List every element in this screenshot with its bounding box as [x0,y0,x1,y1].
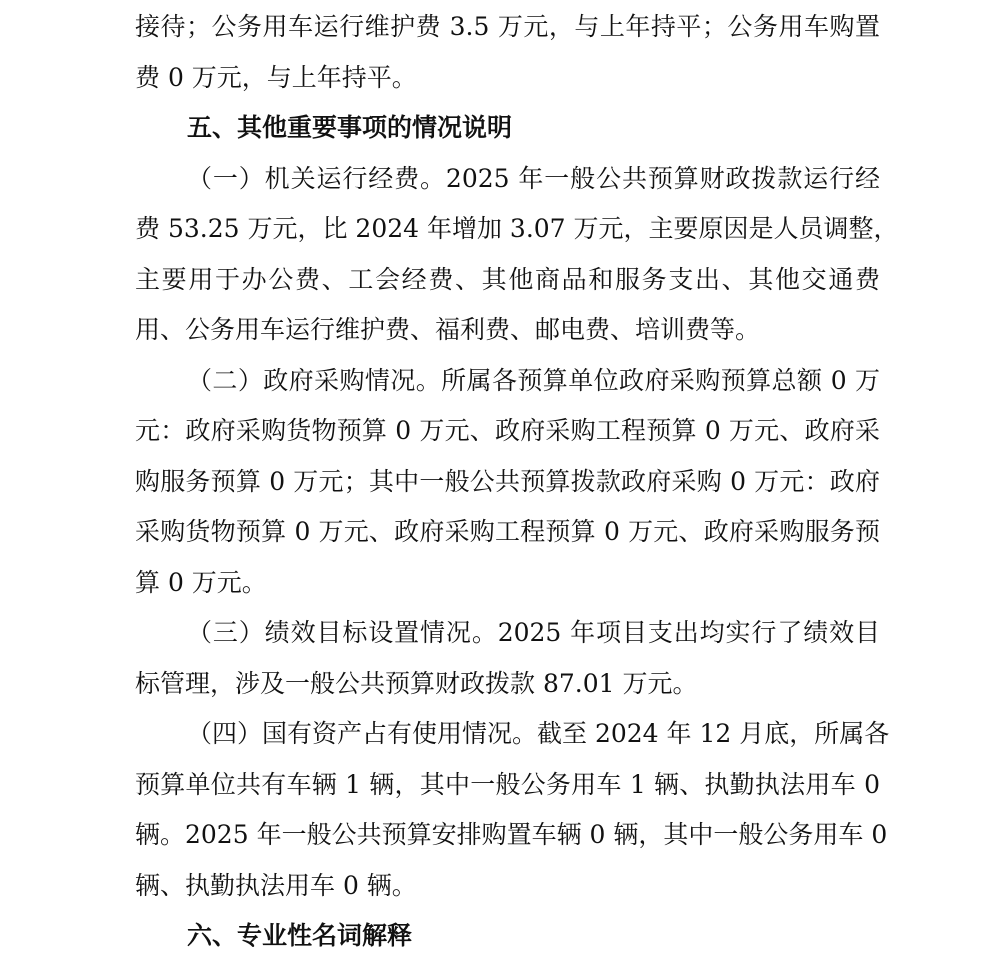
para-2-line-2: 元：政府采购货物预算 0 万元、政府采购工程预算 0 万元、政府采 [135,416,880,445]
para-1-line-1: （一）机关运行经费。2025 年一般公共预算财政拨款运行经 [187,163,880,193]
para-1-line-3: 主要用于办公费、工会经费、其他商品和服务支出、其他交通费 [135,264,880,294]
para-3-line-2: 标管理，涉及一般公共预算财政拨款 87.01 万元。 [135,668,698,698]
para-2-line-3: 购服务预算 0 万元；其中一般公共预算拨款政府采购 0 万元：政府 [135,466,880,496]
document-page [135,0,899,962]
para-4-line-2: 预算单位共有车辆 1 辆，其中一般公务用车 1 辆、执勤执法用车 0 [135,769,880,799]
para-4-line-3: 辆。2025 年一般公共预算安排购置车辆 0 辆，其中一般公务用车 0 [135,820,888,849]
para-4-line-1: （四）国有资产占有使用情况。截至 2024 年 12 月底，所属各 [187,719,890,748]
para-1-line-2: 费 53.25 万元，比 2024 年增加 3.07 万元，主要原因是人员调整， [135,214,899,243]
para-1-line-4: 用、公务用车运行维护费、福利费、邮电费、培训费等。 [135,315,761,344]
para-4-line-4: 辆、执勤执法用车 0 辆。 [135,870,417,900]
para-2-line-1: （二）政府采购情况。所属各预算单位政府采购预算总额 0 万 [187,365,880,395]
para-2-line-4: 采购货物预算 0 万元、政府采购工程预算 0 万元、政府采购服务预 [135,517,880,546]
text-line-2: 费 0 万元，与上年持平。 [135,62,417,92]
section-heading-5: 五、其他重要事项的情况说明 [187,113,513,142]
text-line-1: 接待；公务用车运行维护费 3.5 万元，与上年持平；公务用车购置 [135,12,880,41]
para-3-line-1: （三）绩效目标设置情况。2025 年项目支出均实行了绩效目 [187,618,880,647]
para-2-line-5: 算 0 万元。 [135,567,267,597]
section-heading-6: 六、专业性名词解释 [187,921,413,950]
